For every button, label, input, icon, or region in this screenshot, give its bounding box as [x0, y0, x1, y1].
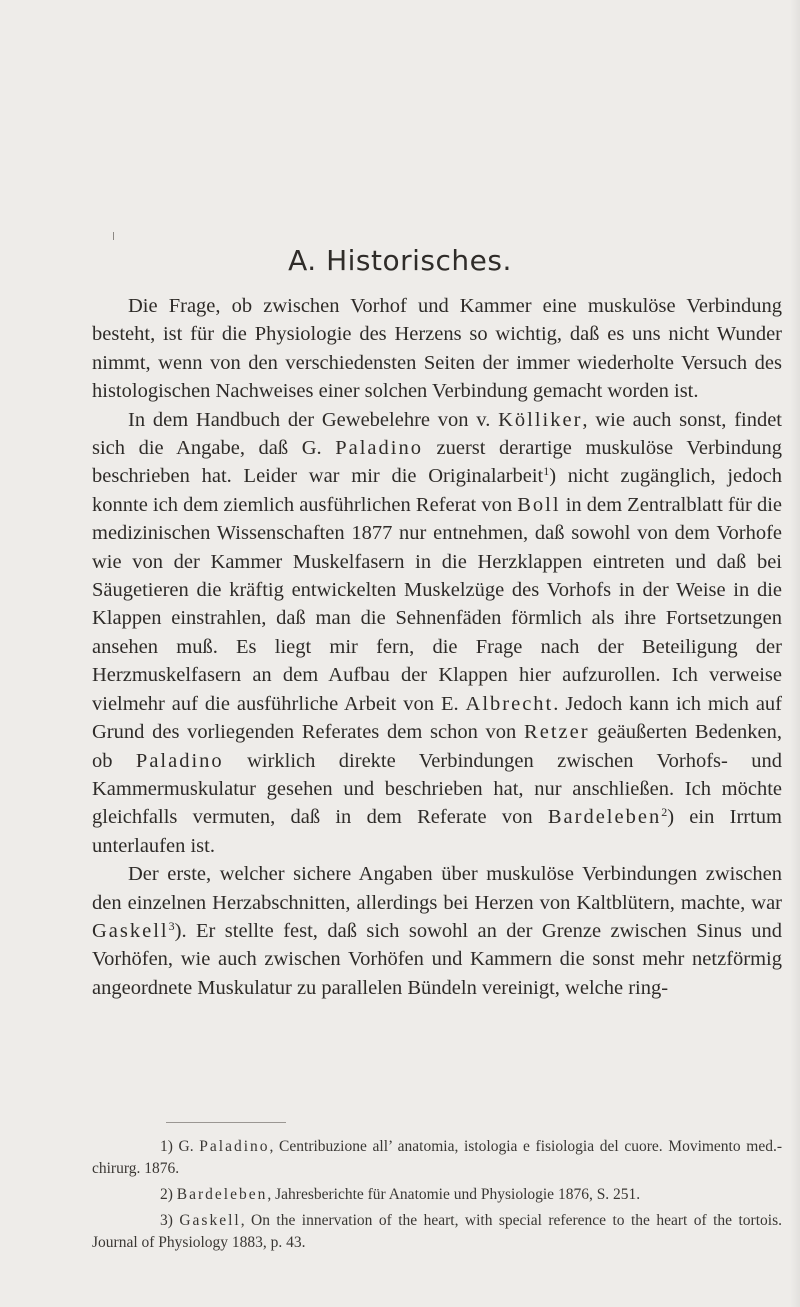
text-run: geäußerten Bedenken, ob: [92, 721, 783, 772]
footnote: [92, 1184, 782, 1206]
text-run: zuerst derartige muskulöse Verbindung beschrieben hat. Leider war mir die Originalarbeit: [92, 437, 782, 488]
author-name: Paladino: [335, 437, 423, 460]
footnote-ref: 2: [661, 805, 668, 820]
text-run: Die Frage, ob zwischen Vorhof und Kammer eine muskulöse Verbindung besteht, ist für die Physiologie des Herzens so wichtig, daß es uns nicht Wunder nimmt, wenn von den verschiedensten Seiten der immer wiederholte Versuch des histologischen Nachweises einer solchen Verbindung gemacht worden ist.: [92, 295, 782, 403]
text-run: in dem Zentralblatt für die medizinischen Wissenschaften 1877 nur entnehmen, daß sowohl von dem Vorhofe wie von der Kammer Muskelfasern in die Herzklappen eintreten und daß bei Säugetieren die kräftig entwickelten Muskelzüge des Vorhofs in der Weise in die Klappen einstrahlen, daß man die Sehnenfäden förmlich als ihre Fortsetzungen ansehen muß. Es liegt mir fern, die Frage nach der Beteiligung der Herzmuskelfasern an dem Aufbau der Klappen hier aufzurollen. Ich verweise vielmehr auf die ausführliche Arbeit von E.: [92, 493, 782, 715]
author-name: Gaskell: [179, 1212, 241, 1229]
footnote: [92, 1136, 782, 1180]
author-name: Bardeleben: [547, 806, 662, 829]
author-name: Kölliker: [498, 408, 583, 431]
author-name: Albrecht: [465, 692, 554, 715]
footnote-divider: [166, 1122, 286, 1123]
text-run: , wie auch sonst, findet sich die Angabe, daß G.: [92, 408, 783, 460]
text-run: In dem Handbuch der Gewebelehre von v.: [128, 408, 499, 431]
footnote: [92, 1210, 782, 1254]
text-run: ). Er stellte fest, daß sich sowohl an der Grenze zwischen Sinus und Vorhöfen, wie auch zwischen Vorhöfen und Kammern die sonst mehr netzförmig angeordnete Muskulatur zu parallelen Bündeln vereinigt, welche ring-: [92, 919, 782, 999]
text-run: Der erste, welcher sichere Angaben über muskulöse Verbindungen zwischen den einzelnen Herzabschnitten, allerdings bei Herzen von Kaltblütern, machte, war: [92, 863, 782, 914]
footnote-ref: 3: [168, 918, 175, 933]
text-run: 3): [160, 1212, 180, 1229]
author-name: Paladino: [199, 1138, 270, 1155]
text-run: , Centribuzione all’ anatomia, istologia e fisiologia del cuore. Movimento med.-chirurg. 1876.: [92, 1138, 782, 1177]
author-name: Boll: [517, 493, 561, 516]
page-edge-shadow: [790, 0, 800, 1307]
author-name: Bardeleben: [176, 1186, 268, 1203]
section-heading: A. Historisches.: [288, 244, 512, 277]
text-run: ) ein Irrtum unterlaufen ist.: [92, 806, 782, 857]
author-name: Gaskell: [92, 919, 169, 942]
text-run: , On the innervation of the heart, with special reference to the heart of the tortois. Journal of Physiology 1883, p. 43.: [92, 1212, 782, 1251]
text-run: . Jedoch kann ich mich auf Grund des vorliegenden Referates dem schon von: [92, 692, 783, 744]
body-text: [92, 292, 782, 1002]
footnotes: [92, 1136, 782, 1258]
author-name: Retzer: [524, 721, 590, 744]
text-run: 1) G.: [160, 1138, 200, 1155]
paragraph: [92, 292, 782, 406]
text-run: wirklich direkte Verbindungen zwischen Vorhofs- und Kammermuskulatur gesehen und beschrieben hat, nur anschließen. Ich möchte gleichfalls vermuten, daß in dem Referate von: [92, 749, 783, 829]
author-name: Paladino: [135, 749, 224, 772]
text-run: ) nicht zugänglich, jedoch konnte ich dem ziemlich ausführlichen Referat von: [92, 465, 782, 516]
paragraph: [92, 860, 782, 1002]
footnote-ref: 1: [543, 464, 550, 479]
text-run: , Jahresberichte für Anatomie und Physiologie 1876, S. 251.: [267, 1186, 641, 1203]
text-run: 2): [160, 1186, 177, 1203]
paragraph: [92, 406, 782, 861]
margin-mark: [113, 232, 114, 240]
